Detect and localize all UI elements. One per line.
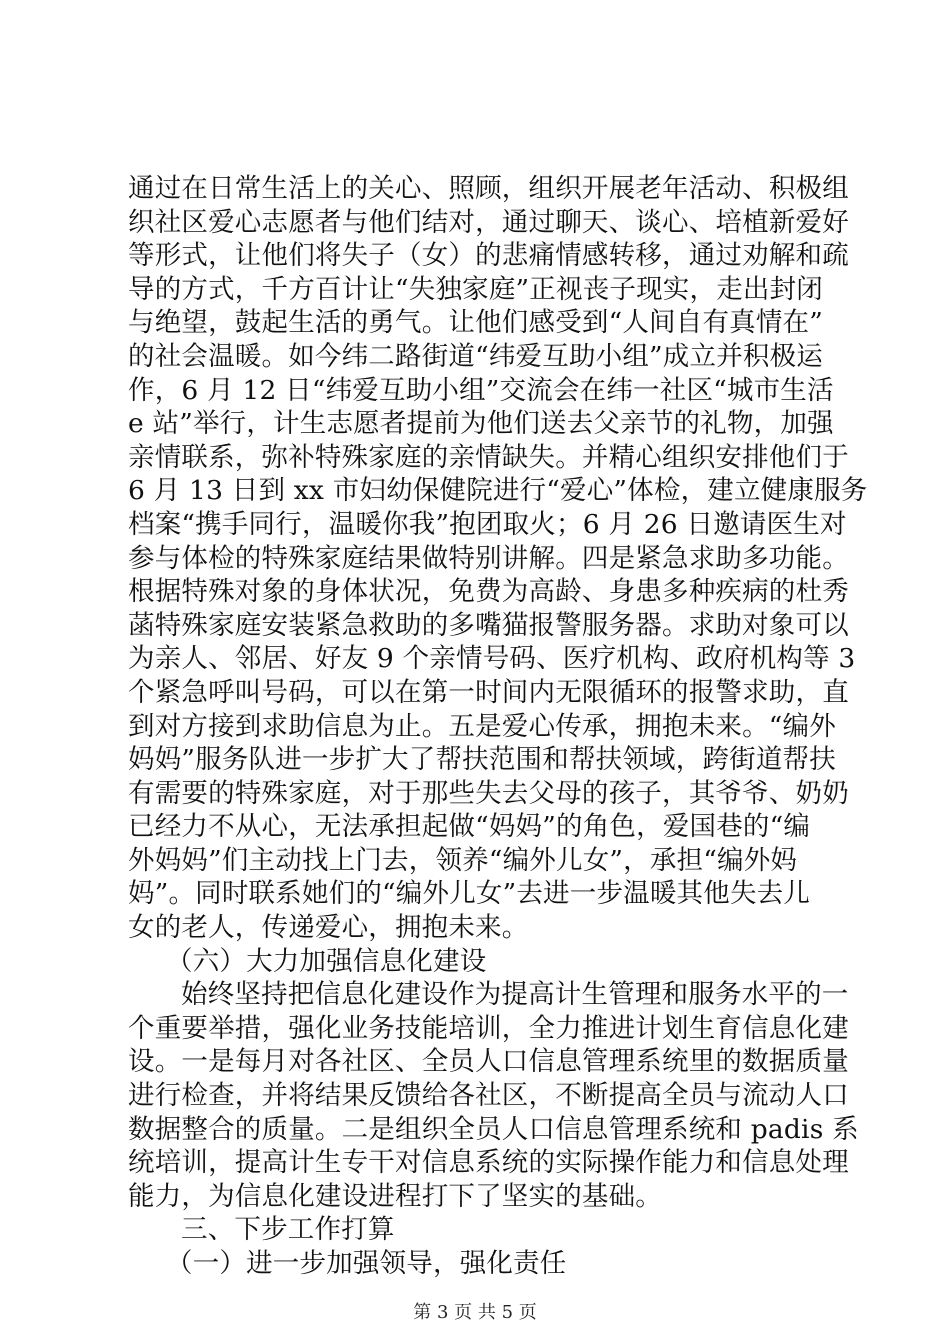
subsection-heading-3-1: （一）进一步加强领导，强化责任	[166, 1248, 567, 1279]
text-line: e 站”举行，计生志愿者提前为他们送去父亲节的礼物，加强	[128, 408, 834, 440]
text-line: 菡特殊家庭安装紧急救助的多嘴猫报警服务器。求助对象可以	[128, 609, 849, 641]
text-line: 作，6 月 12 日“纬爱互助小组”交流会在纬一社区“城市生活	[128, 374, 834, 406]
text-line: 档案“携手同行，温暖你我”抱团取火；6 月 26 日邀请医生对	[128, 508, 847, 540]
text-line: 进行检查，并将结果反馈给各社区，不断提高全员与流动人口	[128, 1080, 849, 1112]
text-line: 等形式，让他们将失子（女）的悲痛情感转移，通过劝解和疏	[128, 240, 849, 272]
text-line: 亲情联系，弥补特殊家庭的亲情缺失。并精心组织安排他们于	[128, 441, 849, 473]
text-line: 能力，为信息化建设进程打下了坚实的基础。	[128, 1180, 662, 1212]
text-line: 织社区爱心志愿者与他们结对，通过聊天、谈心、培植新爱好	[128, 206, 849, 238]
text-line: 的社会温暖。如今纬二路街道“纬爱互助小组”成立并积极运	[128, 340, 823, 372]
text-line: 参与体检的特殊家庭结果做特别讲解。四是紧急求助多功能。	[128, 542, 849, 574]
text-line: 数据整合的质量。二是组织全员人口信息管理系统和 padis 系	[128, 1113, 859, 1145]
text-line: 女的老人，传递爱心，拥抱未来。	[128, 912, 529, 944]
text-line: 统培训，提高计生专干对信息系统的实际操作能力和信息处理	[128, 1147, 849, 1179]
text-line: 6 月 13 日到 xx 市妇幼保健院进行“爱心”体检，建立健康服务	[128, 475, 868, 507]
text-line: 妈妈”服务队进一步扩大了帮扶范围和帮扶领域，跨街道帮扶	[128, 744, 836, 776]
section-heading-6: （六）大力加强信息化建设	[166, 945, 487, 977]
text-line: 到对方接到求助信息为止。五是爱心传承，拥抱未来。“编外	[128, 710, 836, 742]
text-line: 妈”。同时联系她们的“编外儿女”去进一步温暖其他失去儿	[128, 878, 811, 910]
document-body	[128, 172, 868, 1281]
section-heading-3: 三、下步工作打算	[181, 1214, 395, 1246]
text-line: 外妈妈”们主动找上门去，领养“编外儿女”，承担“编外妈	[128, 844, 798, 876]
text-line: 与绝望，鼓起生活的勇气。让他们感受到“人间自有真情在”	[128, 307, 823, 339]
text-line: 根据特殊对象的身体状况，免费为高龄、身患多种疾病的杜秀	[128, 576, 849, 608]
text-line: 导的方式，千方百计让“失独家庭”正视丧子现实，走出封闭	[128, 273, 823, 305]
page-footer: 第 3 页 共 5 页	[413, 1302, 537, 1323]
text-line: 个紧急呼叫号码，可以在第一时间内无限循环的报警求助，直	[128, 676, 849, 708]
text-line: 个重要举措，强化业务技能培训，全力推进计划生育信息化建	[128, 1012, 849, 1044]
text-line: 为亲人、邻居、好友 9 个亲情号码、医疗机构、政府机构等 3	[128, 643, 856, 675]
text-line: 设。一是每月对各社区、全员人口信息管理系统里的数据质量	[128, 1046, 849, 1078]
text-line: 始终坚持把信息化建设作为提高计生管理和服务水平的一	[181, 979, 849, 1011]
text-line: 已经力不从心，无法承担起做“妈妈”的角色，爱国巷的“编	[128, 811, 811, 843]
text-line: 通过在日常生活上的关心、照顾，组织开展老年活动、积极组	[128, 173, 849, 204]
text-line: 有需要的特殊家庭，对于那些失去父母的孩子，其爷爷、奶奶	[128, 777, 849, 809]
